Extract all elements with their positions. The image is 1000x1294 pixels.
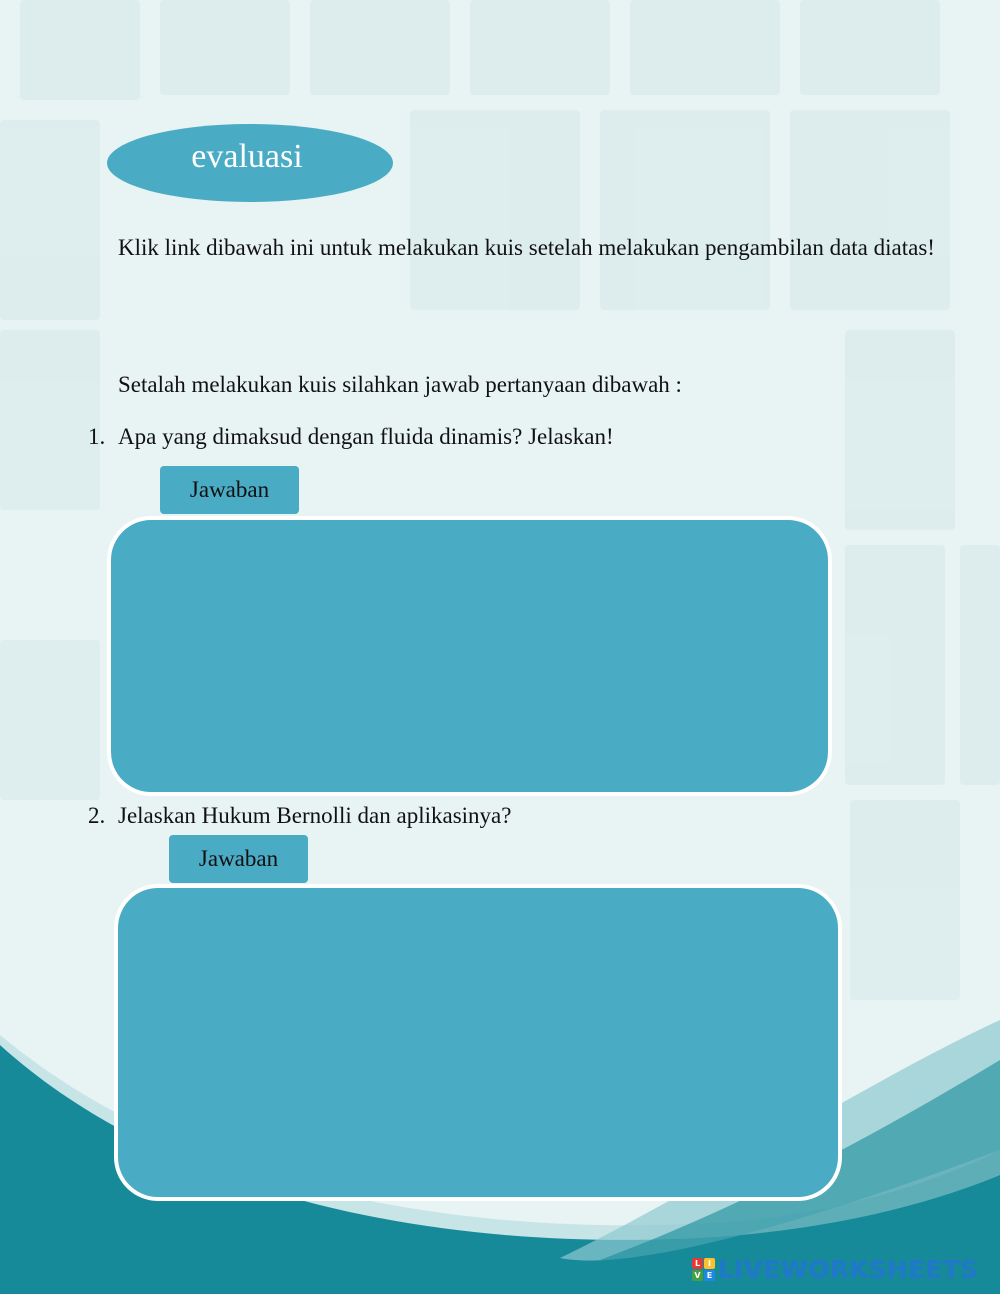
logo-letter-v: V bbox=[692, 1270, 703, 1281]
section-title: evaluasi bbox=[191, 138, 303, 175]
answer-1-label: Jawaban bbox=[160, 466, 299, 514]
logo-text: LIVEWORKSHEETS bbox=[718, 1254, 979, 1284]
instruction-paragraph: Setalah melakukan kuis silahkan jawab pertanyaan dibawah : bbox=[118, 372, 682, 397]
answer-2-label: Jawaban bbox=[169, 835, 308, 883]
logo-letter-e: E bbox=[704, 1270, 715, 1281]
logo-squares-icon bbox=[692, 1258, 715, 1281]
question-1-text: Apa yang dimaksud dengan fluida dinamis? Jelaskan! bbox=[118, 424, 614, 449]
liveworksheets-logo[interactable] bbox=[692, 1256, 978, 1282]
question-2-text: Jelaskan Hukum Bernolli dan aplikasinya? bbox=[118, 803, 512, 828]
logo-letter-i: I bbox=[704, 1258, 715, 1269]
intro-paragraph: Klik link dibawah ini untuk melakukan kuis setelah melakukan pengambilan data diatas! bbox=[118, 235, 935, 260]
question-1-number: 1. bbox=[88, 424, 106, 449]
section-title-badge bbox=[107, 124, 393, 202]
answer-1-field[interactable] bbox=[107, 516, 832, 796]
logo-letter-l: L bbox=[692, 1258, 703, 1269]
answer-2-field[interactable] bbox=[114, 884, 842, 1201]
question-2-number: 2. bbox=[88, 803, 106, 828]
